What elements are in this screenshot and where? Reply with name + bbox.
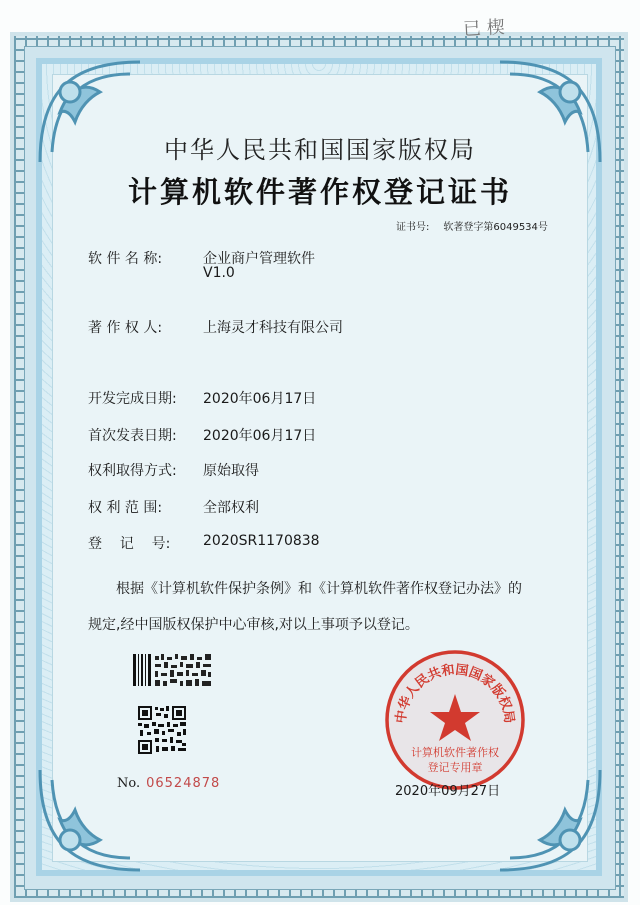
registration-number-label: 登 记 号: [88,536,171,552]
copyright-owner-value: 上海灵才科技有限公司 [203,320,343,336]
rights-scope-value: 全部权利 [203,500,259,516]
serial-number-value: 06524878 [146,776,221,791]
software-version-value: V1.0 [203,265,235,281]
completion-date-label: 开发完成日期: [88,391,177,407]
certificate-number-label: 证书号: [396,222,430,233]
seal-inner-line-1: 计算机软件著作权 [411,746,499,759]
acquisition-method-value: 原始取得 [203,463,259,479]
handwritten-note: 已 楔 [462,16,506,41]
statement-line-2: 规定,经中国版权保护中心审核,对以上事项予以登记。 [88,617,419,633]
qr-code-icon [138,706,186,754]
official-seal-icon [383,648,527,792]
issuing-authority: 中华人民共和国国家版权局 [164,136,476,164]
copyright-owner-label: 著 作 权 人: [88,320,163,336]
rights-scope-label: 权 利 范 围: [88,500,163,516]
issue-date: 2020年09月27日 [395,784,501,799]
first-publish-date-label: 首次发表日期: [88,428,177,444]
certificate-number-value: 软著登字第6049534号 [443,222,548,233]
serial-number-label: No. [117,776,141,791]
completion-date-value: 2020年06月17日 [203,391,317,407]
acquisition-method-label: 权利取得方式: [88,463,177,479]
first-publish-date-value: 2020年06月17日 [203,428,317,444]
seal-inner-line-2: 登记专用章 [427,761,483,774]
certificate-title: 计算机软件著作权登记证书 [127,175,512,209]
seal-outer-text: 中华人民共和国国家版权局 [393,662,517,725]
serial-number [117,776,220,791]
certificate-number [396,218,548,233]
registration-number-value: 2020SR1170838 [203,533,320,549]
barcode-icon [133,654,211,686]
software-name-label: 软 件 名 称: [88,251,163,267]
software-name-value: 企业商户管理软件 [203,251,315,267]
statement-line-1: 根据《计算机软件保护条例》和《计算机软件著作权登记办法》的 [116,581,522,597]
